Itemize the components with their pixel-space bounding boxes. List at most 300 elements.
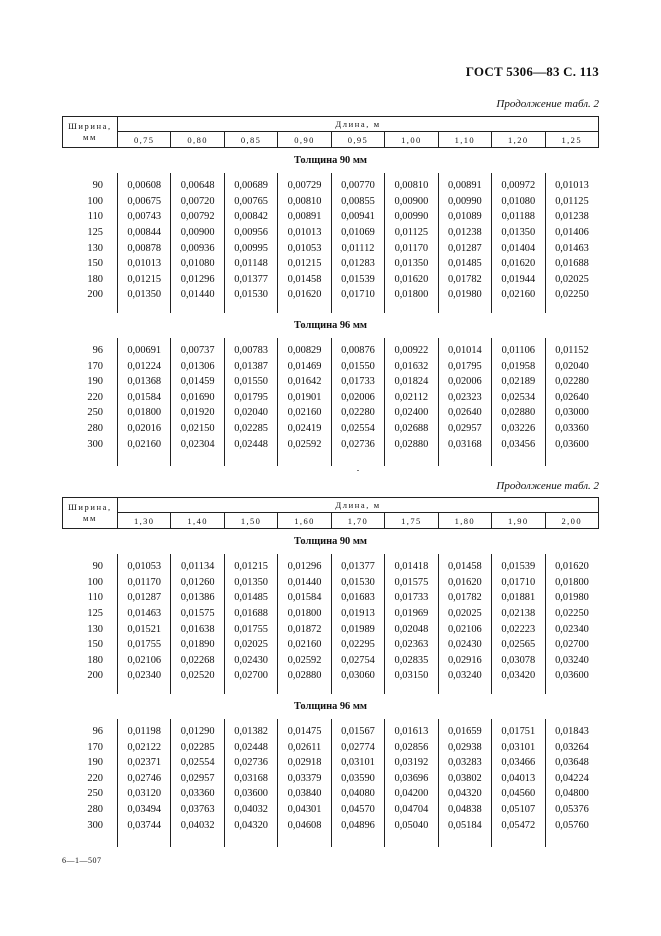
volume-cell: 0,01053 — [278, 240, 331, 256]
width-cell: 90 — [92, 180, 103, 192]
volume-cell: 0,01215 — [118, 272, 171, 288]
volume-cell: 0,00810 — [385, 178, 438, 194]
print-code: 6—1—507 — [62, 856, 102, 865]
volume-cell: 0,01958 — [492, 358, 545, 374]
volume-cell: 0,02520 — [171, 668, 224, 684]
volume-cell: 0,01215 — [278, 256, 331, 272]
volume-cell: 0,02938 — [438, 739, 491, 755]
spacer-cell — [63, 833, 118, 847]
volume-cell: 0,01800 — [545, 575, 599, 591]
volume-cell: 0,01659 — [438, 724, 491, 740]
volume-cell: 0,01377 — [224, 272, 277, 288]
table-row — [63, 637, 599, 653]
volume-cell: 0,04224 — [545, 771, 599, 787]
section-end-row — [63, 833, 599, 847]
length-group-header: Длина, м — [118, 498, 599, 513]
volume-cell: 0,01890 — [171, 637, 224, 653]
volume-cell: 0,02430 — [224, 653, 277, 669]
length-header-cell: 0,95 — [331, 132, 384, 148]
volume-cell: 0,03744 — [118, 817, 171, 833]
volume-cell: 0,01406 — [545, 225, 599, 241]
volume-cell: 0,01238 — [545, 209, 599, 225]
volume-cell: 0,02371 — [118, 755, 171, 771]
width-cell: 220 — [87, 772, 103, 784]
length-header-cell: 1,60 — [278, 513, 331, 529]
spacer-cell — [331, 684, 384, 694]
volume-cell: 0,03168 — [438, 436, 491, 452]
spacer-cell — [171, 303, 224, 313]
volume-cell: 0,01382 — [224, 724, 277, 740]
volume-cell: 0,01188 — [492, 209, 545, 225]
volume-cell: 0,02746 — [118, 771, 171, 787]
volume-cell: 0,01620 — [492, 256, 545, 272]
volume-cell: 0,01458 — [438, 559, 491, 575]
volume-cell: 0,03240 — [438, 668, 491, 684]
volume-cell: 0,01377 — [331, 559, 384, 575]
volume-cell: 0,01350 — [118, 287, 171, 303]
volume-cell: 0,01287 — [118, 590, 171, 606]
spacer-cell — [492, 684, 545, 694]
volume-cell: 0,03101 — [331, 755, 384, 771]
spacer-cell — [438, 833, 491, 847]
section-end-row — [63, 303, 599, 313]
volume-cell: 0,01751 — [492, 724, 545, 740]
header-row — [63, 117, 599, 132]
length-values-row — [63, 513, 599, 529]
volume-cell: 0,01485 — [224, 590, 277, 606]
table-row — [63, 590, 599, 606]
volume-cell: 0,02856 — [385, 739, 438, 755]
volume-cell: 0,01290 — [171, 724, 224, 740]
volume-cell: 0,03360 — [171, 786, 224, 802]
volume-cell: 0,01170 — [385, 240, 438, 256]
length-header-cell: 1,80 — [438, 513, 491, 529]
spacer-cell — [224, 303, 277, 313]
volume-cell: 0,01969 — [385, 606, 438, 622]
volume-cell: 0,03264 — [545, 739, 599, 755]
volume-cell: 0,04200 — [385, 786, 438, 802]
volume-cell: 0,01463 — [545, 240, 599, 256]
volume-cell: 0,02592 — [278, 436, 331, 452]
volume-cell: 0,01112 — [331, 240, 384, 256]
volume-cell: 0,03456 — [492, 436, 545, 452]
volume-cell: 0,01013 — [118, 256, 171, 272]
volume-cell: 0,02250 — [545, 287, 599, 303]
volume-cell: 0,02554 — [331, 421, 384, 437]
length-header-cell: 0,90 — [278, 132, 331, 148]
volume-cell: 0,02295 — [331, 637, 384, 653]
volume-cell: 0,01530 — [331, 575, 384, 591]
volume-cell: 0,02280 — [331, 405, 384, 421]
volume-cell: 0,01638 — [171, 621, 224, 637]
spacer-cell — [331, 833, 384, 847]
volume-cell: 0,01584 — [118, 390, 171, 406]
spacer-cell — [385, 684, 438, 694]
volume-cell: 0,03420 — [492, 668, 545, 684]
volume-cell: 0,00936 — [171, 240, 224, 256]
width-cell: 220 — [87, 391, 103, 403]
table-row — [63, 802, 599, 818]
section-title: Толщина 90 мм — [293, 536, 368, 547]
volume-cell: 0,02160 — [492, 287, 545, 303]
volume-cell: 0,01198 — [118, 724, 171, 740]
width-cell: 130 — [87, 623, 103, 635]
volume-cell: 0,00729 — [278, 178, 331, 194]
width-cell: 100 — [87, 195, 103, 207]
volume-cell: 0,03360 — [545, 421, 599, 437]
volume-cell: 0,01463 — [118, 606, 171, 622]
print-speck — [357, 470, 359, 471]
volume-cell: 0,00648 — [171, 178, 224, 194]
section-end-row — [63, 452, 599, 466]
section-title-row — [63, 694, 599, 719]
volume-cell: 0,02223 — [492, 621, 545, 637]
width-cell: 190 — [87, 376, 103, 388]
volume-cell: 0,02916 — [438, 653, 491, 669]
table-row — [63, 421, 599, 437]
table-row — [63, 771, 599, 787]
header-row — [63, 498, 599, 513]
width-cell: 100 — [87, 576, 103, 588]
volume-cell: 0,03168 — [224, 771, 277, 787]
spacer-cell — [171, 684, 224, 694]
volume-cell: 0,02040 — [224, 405, 277, 421]
volume-cell: 0,03840 — [278, 786, 331, 802]
volume-cell: 0,01089 — [438, 209, 491, 225]
volume-cell: 0,00765 — [224, 194, 277, 210]
volume-cell: 0,04320 — [438, 786, 491, 802]
volume-cell: 0,02565 — [492, 637, 545, 653]
width-cell: 96 — [92, 726, 103, 738]
length-header-cell: 1,10 — [438, 132, 491, 148]
width-cell: 180 — [87, 654, 103, 666]
volume-cell: 0,03000 — [545, 405, 599, 421]
volume-cell: 0,01550 — [224, 374, 277, 390]
volume-cell: 0,01989 — [331, 621, 384, 637]
volume-cell: 0,02592 — [278, 653, 331, 669]
volume-cell: 0,01287 — [438, 240, 491, 256]
volume-cell: 0,01620 — [385, 272, 438, 288]
volume-cell: 0,00956 — [224, 225, 277, 241]
width-cell: 300 — [87, 438, 103, 450]
volume-cell: 0,03590 — [331, 771, 384, 787]
section-title: Толщина 90 мм — [293, 155, 368, 166]
width-cell: 96 — [92, 345, 103, 357]
spacer-cell — [171, 452, 224, 466]
table-row — [63, 240, 599, 256]
volume-cell: 0,04838 — [438, 802, 491, 818]
volume-cell: 0,00995 — [224, 240, 277, 256]
continuation-label-2: Продолжение табл. 2 — [496, 480, 599, 492]
volume-cell: 0,01620 — [545, 559, 599, 575]
volume-cell: 0,02554 — [171, 755, 224, 771]
volume-cell: 0,01069 — [331, 225, 384, 241]
volume-cell: 0,01350 — [492, 225, 545, 241]
volume-cell: 0,01224 — [118, 358, 171, 374]
volume-cell: 0,01440 — [171, 287, 224, 303]
volume-cell: 0,01901 — [278, 390, 331, 406]
volume-cell: 0,00891 — [438, 178, 491, 194]
volume-cell: 0,01387 — [224, 358, 277, 374]
volume-cell: 0,01824 — [385, 374, 438, 390]
volume-cell: 0,02419 — [278, 421, 331, 437]
volume-cell: 0,02880 — [278, 668, 331, 684]
volume-cell: 0,02835 — [385, 653, 438, 669]
volume-cell: 0,01683 — [331, 590, 384, 606]
width-cell: 200 — [87, 289, 103, 301]
volume-cell: 0,03150 — [385, 668, 438, 684]
table-row — [63, 178, 599, 194]
volume-cell: 0,02160 — [278, 405, 331, 421]
volume-cell: 0,01920 — [171, 405, 224, 421]
volume-cell: 0,03120 — [118, 786, 171, 802]
volume-cell: 0,04301 — [278, 802, 331, 818]
volume-cell: 0,03600 — [545, 436, 599, 452]
volume-cell: 0,02189 — [492, 374, 545, 390]
table-row — [63, 755, 599, 771]
volume-cell: 0,01782 — [438, 272, 491, 288]
volume-cell: 0,01148 — [224, 256, 277, 272]
spacer-cell — [492, 303, 545, 313]
table-row — [63, 786, 599, 802]
volume-cell: 0,01755 — [118, 637, 171, 653]
table-row — [63, 287, 599, 303]
width-cell: 130 — [87, 242, 103, 254]
length-header-cell: 1,50 — [224, 513, 277, 529]
spacer-cell — [492, 833, 545, 847]
length-header-cell: 1,40 — [171, 513, 224, 529]
volume-cell: 0,00972 — [492, 178, 545, 194]
volume-cell: 0,00900 — [385, 194, 438, 210]
volume-cell: 0,05107 — [492, 802, 545, 818]
volume-cell: 0,03379 — [278, 771, 331, 787]
volume-cell: 0,04800 — [545, 786, 599, 802]
spacer-cell — [171, 833, 224, 847]
volume-cell: 0,01980 — [438, 287, 491, 303]
volume-cell: 0,02025 — [545, 272, 599, 288]
volume-cell: 0,04560 — [492, 786, 545, 802]
volume-cell: 0,02285 — [171, 739, 224, 755]
volume-cell: 0,02048 — [385, 621, 438, 637]
section-title-row — [63, 148, 599, 174]
volume-cell: 0,01755 — [224, 621, 277, 637]
volume-cell: 0,02016 — [118, 421, 171, 437]
volume-cell: 0,05376 — [545, 802, 599, 818]
length-group-header: Длина, м — [118, 117, 599, 132]
volume-cell: 0,02918 — [278, 755, 331, 771]
table-row — [63, 194, 599, 210]
section-title-row — [63, 529, 599, 555]
volume-cell: 0,01782 — [438, 590, 491, 606]
volume-cell: 0,02700 — [545, 637, 599, 653]
volume-cell: 0,00810 — [278, 194, 331, 210]
volume-cell: 0,02774 — [331, 739, 384, 755]
width-cell: 150 — [87, 639, 103, 651]
table-row — [63, 575, 599, 591]
volume-cell: 0,03802 — [438, 771, 491, 787]
table-row — [63, 358, 599, 374]
table-row — [63, 668, 599, 684]
width-cell: 250 — [87, 407, 103, 419]
volume-cell: 0,01733 — [385, 590, 438, 606]
table-row — [63, 374, 599, 390]
table-row — [63, 724, 599, 740]
volume-cell: 0,02688 — [385, 421, 438, 437]
volume-cell: 0,02006 — [438, 374, 491, 390]
length-header-cell: 0,75 — [118, 132, 171, 148]
volume-cell: 0,02611 — [278, 739, 331, 755]
volume-cell: 0,02112 — [385, 390, 438, 406]
section-title: Толщина 96 мм — [293, 700, 368, 712]
volume-cell: 0,02268 — [171, 653, 224, 669]
volume-cell: 0,02025 — [224, 637, 277, 653]
volume-cell: 0,00675 — [118, 194, 171, 210]
volume-cell: 0,01710 — [492, 575, 545, 591]
volume-cell: 0,03226 — [492, 421, 545, 437]
volume-cell: 0,01013 — [278, 225, 331, 241]
volume-cell: 0,01125 — [545, 194, 599, 210]
width-cell: 180 — [87, 273, 103, 285]
table-row — [63, 405, 599, 421]
volume-cell: 0,02106 — [438, 621, 491, 637]
spacer-cell — [385, 303, 438, 313]
volume-cell: 0,00829 — [278, 343, 331, 359]
width-cell: 170 — [87, 741, 103, 753]
spacer-cell — [438, 684, 491, 694]
volume-cell: 0,04080 — [331, 786, 384, 802]
volume-cell: 0,02880 — [492, 405, 545, 421]
length-header-cell: 1,20 — [492, 132, 545, 148]
table-row — [63, 225, 599, 241]
volume-cell: 0,00792 — [171, 209, 224, 225]
spacer-cell — [438, 452, 491, 466]
volume-cell: 0,01350 — [385, 256, 438, 272]
length-values-row — [63, 132, 599, 148]
width-column-header: Ширина, мм — [63, 117, 118, 148]
volume-cell: 0,02430 — [438, 637, 491, 653]
volume-cell: 0,01800 — [385, 287, 438, 303]
volume-cell: 0,01843 — [545, 724, 599, 740]
width-cell: 250 — [87, 788, 103, 800]
volume-cell: 0,01053 — [118, 559, 171, 575]
length-header-cell: 1,25 — [545, 132, 599, 148]
width-cell: 110 — [87, 592, 103, 604]
volume-cell: 0,02957 — [438, 421, 491, 437]
spacer-cell — [118, 303, 171, 313]
volume-cell: 0,01485 — [438, 256, 491, 272]
volume-cell: 0,04570 — [331, 802, 384, 818]
volume-cell: 0,00900 — [171, 225, 224, 241]
volume-table-1 — [62, 116, 599, 466]
table-row — [63, 817, 599, 833]
page-header: ГОСТ 5306—83 С. 113 — [465, 64, 599, 79]
volume-cell: 0,01567 — [331, 724, 384, 740]
volume-cell: 0,01913 — [331, 606, 384, 622]
volume-cell: 0,03466 — [492, 755, 545, 771]
volume-cell: 0,01620 — [438, 575, 491, 591]
length-header-cell: 1,00 — [385, 132, 438, 148]
volume-cell: 0,00876 — [331, 343, 384, 359]
volume-cell: 0,04032 — [171, 817, 224, 833]
volume-cell: 0,04013 — [492, 771, 545, 787]
volume-cell: 0,01013 — [545, 178, 599, 194]
spacer-cell — [278, 303, 331, 313]
spacer-cell — [63, 303, 118, 313]
table-row — [63, 209, 599, 225]
volume-cell: 0,02150 — [171, 421, 224, 437]
volume-cell: 0,00783 — [224, 343, 277, 359]
volume-cell: 0,02025 — [438, 606, 491, 622]
volume-cell: 0,02736 — [224, 755, 277, 771]
volume-cell: 0,01350 — [224, 575, 277, 591]
table-row — [63, 436, 599, 452]
volume-cell: 0,01632 — [385, 358, 438, 374]
volume-cell: 0,00941 — [331, 209, 384, 225]
spacer-cell — [118, 452, 171, 466]
length-header-cell: 1,90 — [492, 513, 545, 529]
volume-cell: 0,02448 — [224, 436, 277, 452]
table-row — [63, 621, 599, 637]
width-cell: 125 — [87, 227, 103, 239]
volume-table-2 — [62, 497, 599, 847]
spacer-cell — [385, 452, 438, 466]
volume-cell: 0,02285 — [224, 421, 277, 437]
width-cell: 280 — [87, 423, 103, 435]
volume-cell: 0,02340 — [545, 621, 599, 637]
volume-cell: 0,01795 — [438, 358, 491, 374]
volume-cell: 0,01080 — [171, 256, 224, 272]
volume-cell: 0,00855 — [331, 194, 384, 210]
volume-cell: 0,02340 — [118, 668, 171, 684]
length-header-cell: 2,00 — [545, 513, 599, 529]
spacer-cell — [545, 833, 599, 847]
spacer-cell — [545, 303, 599, 313]
volume-cell: 0,03078 — [492, 653, 545, 669]
spacer-cell — [278, 684, 331, 694]
table-row — [63, 606, 599, 622]
volume-cell: 0,04704 — [385, 802, 438, 818]
width-cell: 125 — [87, 608, 103, 620]
volume-cell: 0,01872 — [278, 621, 331, 637]
volume-cell: 0,04320 — [224, 817, 277, 833]
table-row — [63, 272, 599, 288]
continuation-label-1: Продолжение табл. 2 — [496, 98, 599, 110]
volume-cell: 0,00990 — [438, 194, 491, 210]
volume-cell: 0,01550 — [331, 358, 384, 374]
volume-cell: 0,01521 — [118, 621, 171, 637]
volume-cell: 0,03060 — [331, 668, 384, 684]
volume-cell: 0,01296 — [278, 559, 331, 575]
volume-cell: 0,03494 — [118, 802, 171, 818]
volume-cell: 0,01134 — [171, 559, 224, 575]
volume-cell: 0,01688 — [224, 606, 277, 622]
width-cell: 170 — [87, 360, 103, 372]
section-title: Толщина 96 мм — [293, 319, 368, 331]
volume-cell: 0,05472 — [492, 817, 545, 833]
spacer-cell — [545, 452, 599, 466]
volume-cell: 0,02736 — [331, 436, 384, 452]
volume-cell: 0,01539 — [331, 272, 384, 288]
volume-cell: 0,01386 — [171, 590, 224, 606]
volume-cell: 0,01642 — [278, 374, 331, 390]
volume-cell: 0,00608 — [118, 178, 171, 194]
volume-cell: 0,03600 — [224, 786, 277, 802]
width-cell: 200 — [87, 670, 103, 682]
volume-cell: 0,01733 — [331, 374, 384, 390]
width-cell: 150 — [87, 258, 103, 270]
volume-cell: 0,01613 — [385, 724, 438, 740]
volume-cell: 0,02138 — [492, 606, 545, 622]
